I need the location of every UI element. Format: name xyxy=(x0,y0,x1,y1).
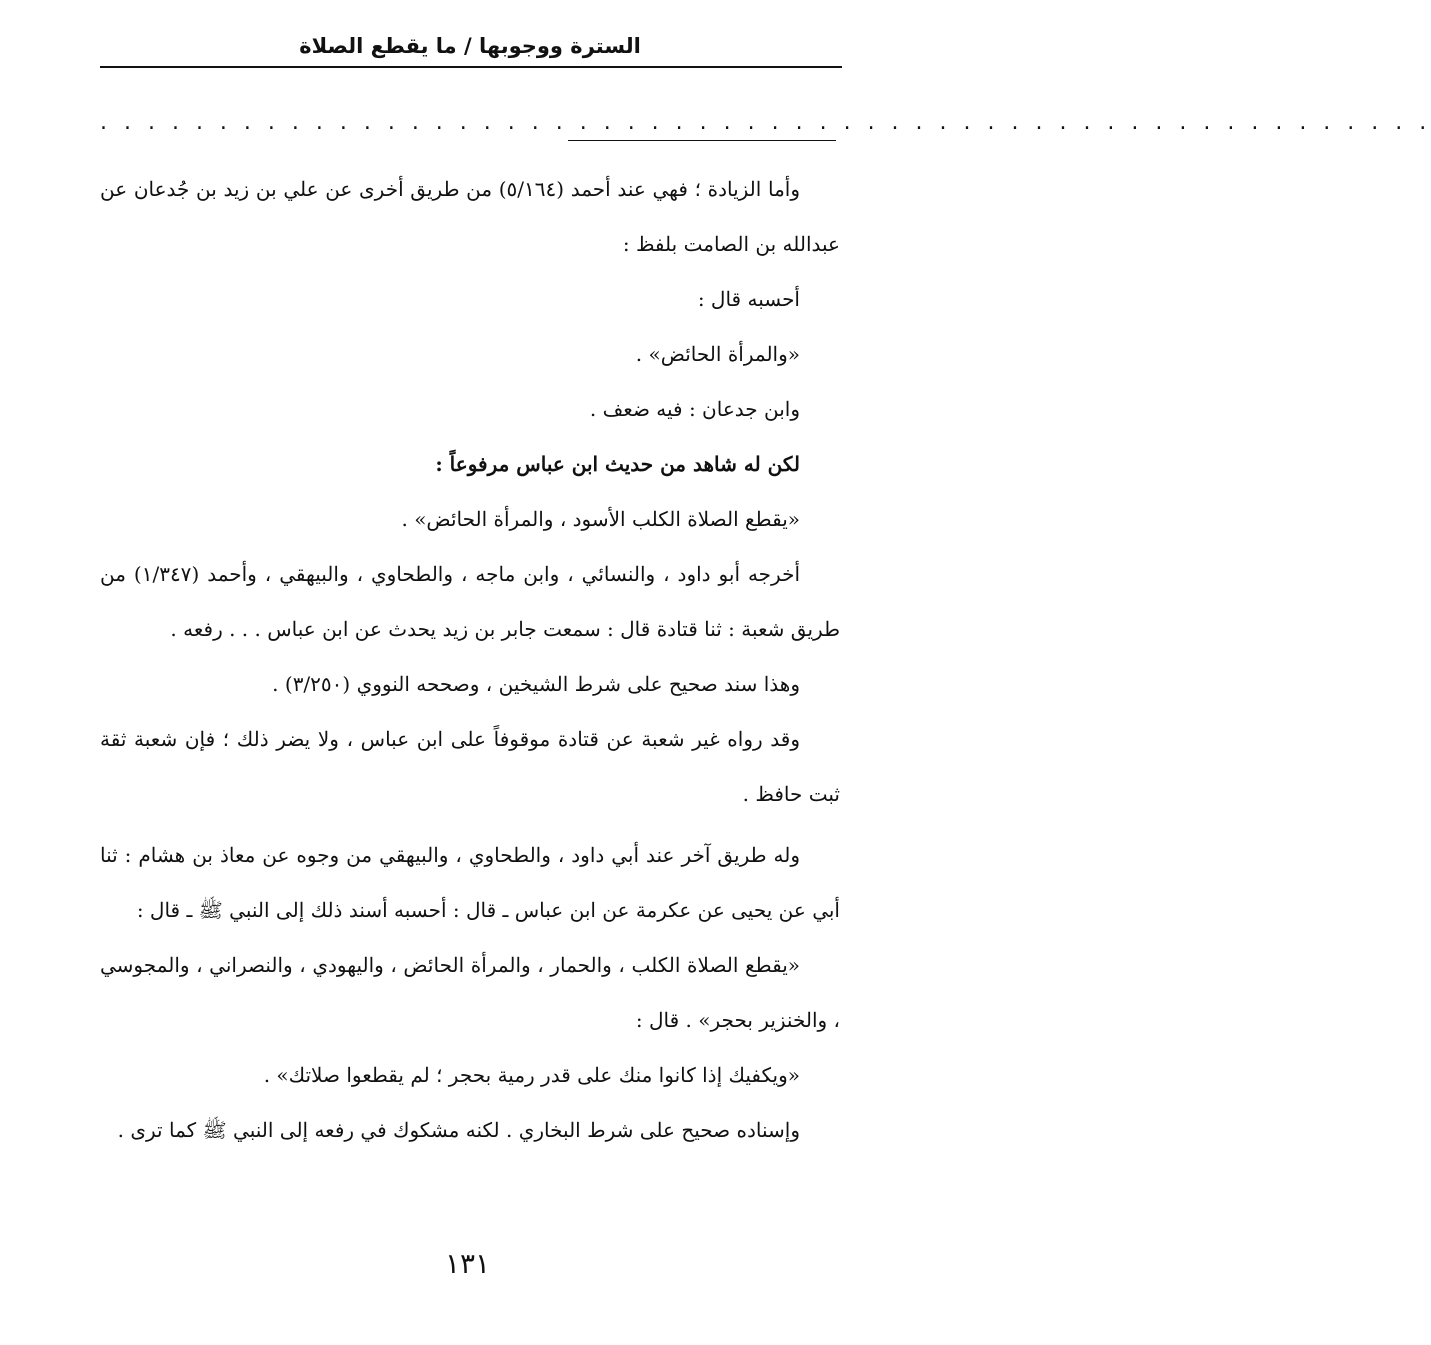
paragraph: وابن جدعان : فيه ضعف . xyxy=(589,397,800,421)
body-text xyxy=(100,162,840,1158)
paragraph: «ويكفيك إذا كانوا منك على قدر رمية بحجر ؛ لم يقطعوا صلاتك» . xyxy=(263,1063,800,1087)
paragraph: وأما الزيادة ؛ فهي عند أحمد (٥/١٦٤) من طريق أخرى عن علي بن زيد بن جُدعان عن عبدالله بن الصامت بلفظ : xyxy=(100,177,840,256)
paragraph: لكن له شاهد من حديث ابن عباس مرفوعاً : xyxy=(435,452,800,476)
paragraph: وإسناده صحيح على شرط البخاري . لكنه مشكوك في رفعه إلى النبي ﷺ كما ترى . xyxy=(117,1118,800,1142)
paragraph: أخرجه أبو داود ، والنسائي ، وابن ماجه ، والطحاوي ، والبيهقي ، وأحمد (١/٣٤٧) من طريق شعبة : ثنا قتادة قال : سمعت جابر بن زيد يحدث عن ابن عباس . . . رفعه . xyxy=(100,562,840,641)
paragraph: «يقطع الصلاة الكلب الأسود ، والمرأة الحائض» . xyxy=(401,507,800,531)
page-number: ١٣١ xyxy=(444,1247,491,1280)
header-rule xyxy=(100,66,842,68)
paragraph: «والمرأة الحائض» . xyxy=(635,342,800,366)
paragraph: أحسبه قال : xyxy=(697,287,800,311)
paragraph: وقد رواه غير شعبة عن قتادة موقوفاً على ابن عباس ، ولا يضر ذلك ؛ فإن شعبة ثقة ثبت حافظ . xyxy=(100,727,840,806)
separator-rule xyxy=(568,140,836,141)
paragraph: «يقطع الصلاة الكلب ، والحمار ، والمرأة الحائض ، واليهودي ، والنصراني ، والمجوسي ، والخنزير بحجر» . قال : xyxy=(100,953,840,1032)
paragraph: وله طريق آخر عند أبي داود ، والطحاوي ، والبيهقي من وجوه عن معاذ بن هشام : ثنا أبي عن يحيى عن عكرمة عن ابن عباس ـ قال : أحسبه أسند ذلك إلى النبي ﷺ ـ قال : xyxy=(100,843,840,922)
running-header: السترة ووجوبها / ما يقطع الصلاة xyxy=(299,34,641,58)
paragraph: وهذا سند صحيح على شرط الشيخين ، وصححه النووي (٣/٢٥٠) . xyxy=(272,672,800,696)
dotted-separator: . . . . . . . . . . . . . . . . . . . . . . . . . . . . . . . . . . . . . . . . . . . . . . . . . . . . . . . . xyxy=(100,110,1431,135)
